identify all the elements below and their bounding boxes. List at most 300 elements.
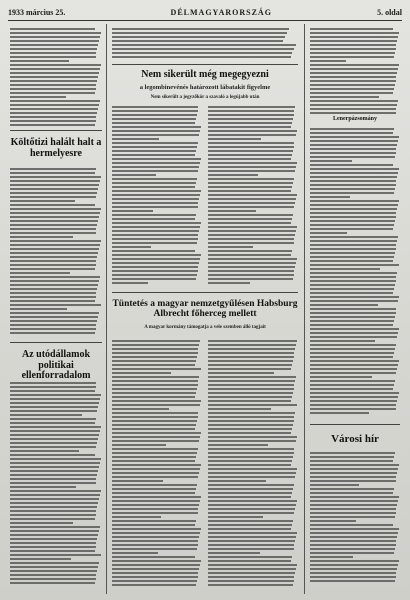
text-line [10, 558, 71, 560]
text-line [10, 80, 97, 82]
text-line [310, 80, 396, 82]
text-line [208, 380, 295, 382]
text-line [112, 448, 198, 450]
text-line [310, 168, 399, 170]
text-line [112, 174, 156, 176]
text-line [112, 262, 199, 264]
text-line [310, 264, 399, 266]
text-line [208, 472, 296, 474]
text-line [310, 580, 395, 582]
text-line [208, 564, 297, 566]
text-line [310, 216, 396, 218]
left-low-text [10, 382, 102, 587]
text-line [112, 178, 197, 180]
text-line [10, 116, 96, 118]
text-line [112, 464, 201, 466]
text-line [208, 254, 291, 256]
text-line [310, 196, 350, 198]
text-line [208, 178, 294, 180]
text-line [310, 576, 396, 578]
text-line [112, 372, 171, 374]
text-line [10, 316, 98, 318]
text-line [10, 494, 100, 496]
text-line [10, 320, 97, 322]
text-line [10, 446, 96, 448]
text-line [10, 328, 96, 330]
text-line [208, 246, 253, 248]
text-line [10, 260, 96, 262]
text-line [208, 412, 295, 414]
text-line [112, 48, 294, 50]
text-line [112, 472, 199, 474]
text-line [310, 568, 397, 570]
text-line [112, 226, 200, 228]
text-line [10, 510, 96, 512]
text-line [208, 428, 292, 430]
text-line [10, 56, 96, 58]
text-line [10, 582, 95, 584]
text-line [310, 292, 393, 294]
text-line [208, 468, 297, 470]
text-line [208, 110, 294, 112]
text-line [112, 488, 196, 490]
text-line [208, 344, 296, 346]
text-line [10, 406, 98, 408]
text-line [310, 32, 399, 34]
text-line [208, 166, 296, 168]
text-line [10, 48, 97, 50]
text-line [208, 226, 297, 228]
text-line [112, 580, 197, 582]
text-line [10, 120, 96, 122]
text-line [112, 52, 292, 54]
text-line [10, 382, 96, 384]
text-line [310, 464, 399, 466]
text-line [208, 520, 293, 522]
text-line [112, 416, 198, 418]
text-line [310, 88, 394, 90]
text-line [208, 202, 295, 204]
text-line [10, 390, 95, 392]
text-line [310, 476, 396, 478]
text-line [112, 186, 195, 188]
text-line [10, 570, 97, 572]
text-line [310, 548, 395, 550]
text-line [310, 528, 399, 530]
text-line [310, 552, 394, 554]
text-line [112, 520, 196, 522]
text-line [10, 176, 101, 178]
text-line [10, 36, 100, 38]
text-line [310, 328, 399, 330]
text-line [310, 160, 352, 162]
text-line [112, 110, 198, 112]
text-line [310, 84, 395, 86]
text-line [208, 352, 294, 354]
text-line [310, 188, 395, 190]
left-mid-headline: Költőtizi halált halt a hermelyesre [10, 137, 102, 159]
text-line [10, 454, 95, 456]
text-line [112, 524, 195, 526]
text-line [112, 412, 198, 414]
text-line [208, 190, 291, 192]
text-line [112, 380, 198, 382]
text-line [112, 138, 159, 140]
text-line [112, 460, 195, 462]
text-line [208, 238, 294, 240]
text-line [208, 118, 293, 120]
text-line [112, 512, 198, 514]
header-page-number: 5. oldal [377, 7, 402, 17]
text-line [208, 540, 295, 542]
text-line [208, 372, 274, 374]
text-line [208, 230, 296, 232]
text-line [310, 220, 395, 222]
text-line [208, 274, 294, 276]
text-line [310, 308, 396, 310]
text-line [10, 76, 98, 78]
text-line [10, 308, 67, 310]
text-line [10, 490, 101, 492]
text-line [208, 396, 292, 398]
divider [112, 64, 298, 65]
text-line [10, 554, 101, 556]
text-line [10, 276, 100, 278]
divider [10, 130, 102, 131]
text-line [112, 360, 196, 362]
text-line [112, 444, 166, 446]
text-line [10, 474, 97, 476]
text-line [112, 564, 200, 566]
text-line [310, 236, 398, 238]
text-line [112, 210, 153, 212]
text-line [10, 204, 95, 206]
text-line [112, 222, 201, 224]
text-line [208, 278, 293, 280]
text-line [112, 532, 200, 534]
text-line [310, 212, 396, 214]
text-line [112, 348, 198, 350]
text-line [10, 284, 98, 286]
text-line [10, 252, 98, 254]
text-line [10, 28, 95, 30]
text-line [208, 456, 293, 458]
text-line [112, 452, 197, 454]
text-line [208, 210, 256, 212]
text-line [112, 40, 283, 42]
text-line [310, 208, 397, 210]
text-line [112, 32, 287, 34]
text-line [10, 386, 96, 388]
text-line [112, 420, 197, 422]
right-low-headline: Városi hír [331, 433, 379, 445]
text-line [310, 388, 393, 390]
text-line [208, 508, 295, 510]
text-line [310, 184, 396, 186]
text-line [112, 250, 195, 252]
text-line [112, 274, 197, 276]
text-line [310, 104, 397, 106]
text-line [208, 528, 291, 530]
text-line [10, 32, 101, 34]
text-line [208, 448, 294, 450]
divider [10, 342, 102, 343]
right-low-text [310, 452, 400, 587]
text-line [310, 360, 399, 362]
text-line [10, 514, 96, 516]
text-line [310, 232, 347, 234]
text-line [208, 150, 293, 152]
text-line [10, 470, 98, 472]
text-line [208, 134, 296, 136]
text-line [310, 488, 394, 490]
text-line [310, 248, 396, 250]
text-line [10, 64, 101, 66]
text-line [112, 206, 198, 208]
text-line [10, 578, 96, 580]
running-header [8, 4, 402, 21]
text-line [208, 584, 293, 586]
text-line [310, 412, 369, 414]
text-line [10, 88, 96, 90]
text-line [112, 282, 148, 284]
text-line [310, 52, 395, 54]
text-line [112, 508, 198, 510]
text-line [208, 198, 296, 200]
text-line [10, 40, 99, 42]
text-line [310, 496, 399, 498]
text-line [310, 132, 393, 134]
right-mid-headline: Lenerpázsomány [333, 116, 377, 122]
text-line [310, 348, 395, 350]
text-line [10, 304, 101, 306]
text-line [10, 52, 96, 54]
text-line [112, 440, 199, 442]
text-line [310, 400, 397, 402]
text-line [310, 368, 397, 370]
text-line [208, 420, 294, 422]
text-line [208, 174, 258, 176]
text-line [112, 552, 158, 554]
text-line [310, 268, 380, 270]
text-line [112, 28, 289, 30]
text-line [112, 142, 198, 144]
text-line [112, 114, 197, 116]
text-line [10, 530, 99, 532]
text-line [10, 502, 98, 504]
text-line [310, 148, 396, 150]
text-line [112, 126, 201, 128]
text-line [310, 384, 394, 386]
text-line [112, 496, 201, 498]
text-line [208, 146, 294, 148]
text-line [208, 504, 296, 506]
text-line [208, 480, 266, 482]
text-line [310, 272, 397, 274]
text-line [112, 158, 201, 160]
text-line [310, 532, 398, 534]
text-line [310, 48, 396, 50]
text-line [112, 122, 195, 124]
text-line [310, 564, 398, 566]
text-line [310, 544, 396, 546]
text-line [112, 556, 195, 558]
text-line [112, 400, 201, 402]
text-line [208, 270, 294, 272]
text-line [208, 266, 295, 268]
center-top-text-col1 [112, 106, 202, 286]
text-line [112, 154, 195, 156]
text-line [112, 36, 285, 38]
text-line [10, 68, 100, 70]
text-line [310, 520, 356, 522]
text-line [112, 540, 198, 542]
text-line [112, 428, 195, 430]
text-line [310, 280, 396, 282]
divider [112, 292, 298, 293]
text-line [310, 240, 397, 242]
text-line [10, 422, 95, 424]
text-line [208, 440, 296, 442]
text-line [10, 458, 101, 460]
text-line [10, 538, 97, 540]
text-line [310, 276, 396, 278]
text-line [112, 388, 197, 390]
text-line [112, 340, 200, 342]
text-line [112, 278, 196, 280]
text-line [112, 246, 151, 248]
text-line [112, 468, 200, 470]
text-line [208, 154, 292, 156]
text-line [112, 130, 200, 132]
text-line [208, 242, 294, 244]
text-line [208, 258, 297, 260]
text-line [208, 444, 268, 446]
text-line [310, 144, 397, 146]
text-line [112, 254, 201, 256]
text-line [112, 516, 161, 518]
text-line [208, 392, 293, 394]
text-line [310, 452, 395, 454]
text-line [112, 270, 198, 272]
text-line [310, 492, 393, 494]
text-line [208, 368, 291, 370]
text-line [112, 404, 200, 406]
text-line [10, 92, 95, 94]
text-line [310, 60, 346, 62]
text-line [112, 166, 199, 168]
text-line [10, 288, 97, 290]
text-line [10, 438, 98, 440]
text-line [10, 264, 96, 266]
header-date: 1933 március 25. [8, 7, 66, 17]
text-line [112, 344, 199, 346]
text-line [310, 512, 396, 514]
text-line [310, 44, 396, 46]
text-line [310, 152, 396, 154]
text-line [10, 228, 96, 230]
text-line [208, 142, 294, 144]
text-line [112, 572, 198, 574]
column-rule [304, 24, 305, 594]
text-line [112, 376, 199, 378]
text-line [112, 170, 198, 172]
text-line [208, 516, 263, 518]
text-line [10, 104, 99, 106]
text-line [10, 108, 98, 110]
text-line [112, 150, 196, 152]
text-line [10, 208, 101, 210]
text-line [112, 536, 199, 538]
text-line [208, 532, 297, 534]
divider [310, 424, 400, 425]
text-line [310, 404, 396, 406]
text-line [310, 108, 396, 110]
text-line [310, 68, 398, 70]
text-line [10, 124, 95, 126]
text-line [208, 464, 291, 466]
text-line [310, 500, 398, 502]
text-line [208, 404, 297, 406]
text-line [10, 280, 99, 282]
text-line [10, 486, 76, 488]
text-line [208, 206, 294, 208]
text-line [310, 556, 353, 558]
text-line [208, 218, 292, 220]
text-line [10, 402, 99, 404]
text-line [10, 462, 100, 464]
text-line [208, 262, 296, 264]
left-low-headline: Az utódállamok politikai ellenforradalom [21, 349, 91, 381]
text-line [10, 300, 95, 302]
text-line [10, 200, 75, 202]
text-line [310, 112, 396, 114]
text-line [208, 106, 295, 108]
text-line [10, 562, 99, 564]
text-line [10, 112, 97, 114]
text-line [310, 336, 397, 338]
text-line [310, 468, 398, 470]
text-line [310, 156, 395, 158]
text-line [208, 158, 291, 160]
text-line [112, 44, 296, 46]
center-top-text [112, 28, 298, 62]
text-line [208, 400, 291, 402]
text-line [208, 432, 291, 434]
text-line [10, 168, 96, 170]
text-line [208, 364, 292, 366]
text-line [310, 508, 396, 510]
text-line [10, 550, 95, 552]
text-line [310, 324, 393, 326]
text-line [10, 466, 99, 468]
text-line [10, 220, 98, 222]
text-line [208, 282, 250, 284]
text-line [10, 518, 95, 520]
text-line [208, 436, 297, 438]
text-line [208, 548, 294, 550]
text-line [310, 92, 393, 94]
text-line [10, 574, 96, 576]
text-line [208, 524, 292, 526]
center-mid-headline: Tüntetés a magyar nemzetgyűlésen Habsburg Albrecht főherceg mellett [112, 299, 298, 319]
text-line [310, 372, 396, 374]
text-line [310, 176, 397, 178]
text-line [112, 396, 195, 398]
text-line [10, 224, 97, 226]
text-line [10, 522, 73, 524]
text-line [208, 194, 297, 196]
